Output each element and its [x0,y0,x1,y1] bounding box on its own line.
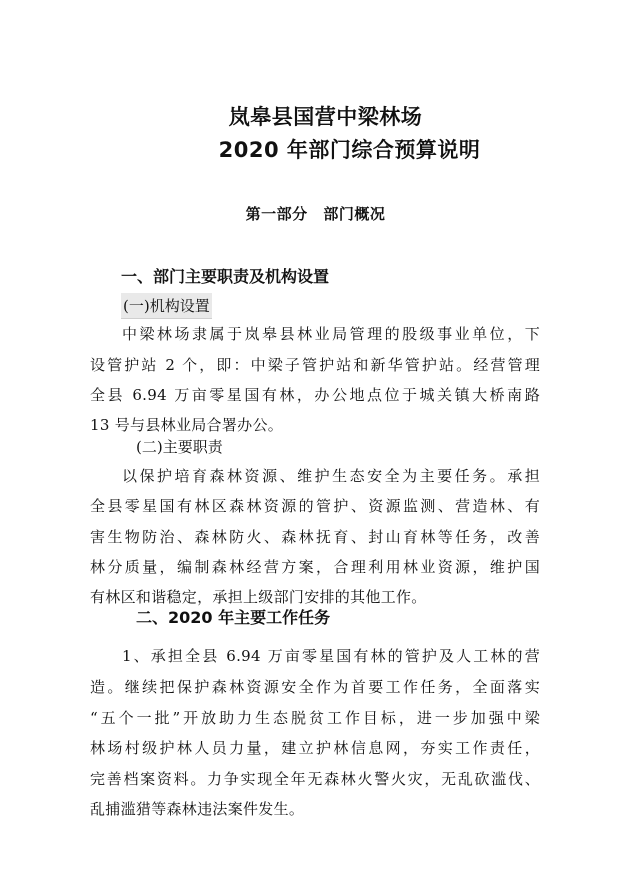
paragraph-line: 13 号与县林业局合署办公。 [90,416,284,434]
sub2-heading: (二)主要职责 [136,438,223,456]
section1-heading: 一、部门主要职责及机构设置 [121,267,330,286]
part-heading [0,203,631,224]
paragraph-line: 全县零星国有林区森林资源的管护、资源监测、营造林、有 [90,497,540,515]
part-label: 第一部分 [245,205,308,223]
paragraph-line: 全县 6.94 万亩零星国有林，办公地点位于城关镇大桥南路 [90,386,540,404]
paragraph-line: 设管护站 2 个，即：中梁子管护站和新华管护站。经营管理 [90,356,540,374]
paragraph-line: 乱捕滥猎等森林违法案件发生。 [90,800,305,818]
paragraph-line: 中梁林场隶属于岚皋县林业局管理的股级事业单位，下 [122,325,540,343]
paragraph-line: 完善档案资料。力争实现全年无森林火警火灾，无乱砍滥伐、 [90,770,540,788]
paragraph-line: 以保护培育森林资源、维护生态安全为主要任务。承担 [122,467,540,485]
doc-title-line2: 2020 年部门综合预算说明 [218,138,481,162]
paragraph-line: 造。继续把保护森林资源安全作为首要工作任务，全面落实 [90,678,540,696]
paragraph-line: 林场村级护林人员力量，建立护林信息网，夯实工作责任， [90,739,540,757]
section2-heading: 二、2020 年主要工作任务 [136,608,331,627]
paragraph-line: “五个一批”开放助力生态脱贫工作目标，进一步加强中梁 [90,709,540,727]
doc-title-line1: 岚皋县国营中梁林场 [228,105,423,129]
sub1-heading: (一)机构设置 [121,293,212,319]
part-name: 部门概况 [323,205,386,223]
paragraph-line: 有林区和谐稳定，承担上级部门安排的其他工作。 [90,588,427,606]
paragraph-line: 1、承担全县 6.94 万亩零星国有林的管护及人工林的营 [122,647,540,665]
paragraph-line: 林分质量，编制森林经营方案，合理利用林业资源，维护国 [90,558,540,576]
paragraph-line: 害生物防治、森林防火、森林抚育、封山育林等任务，改善 [90,528,540,546]
